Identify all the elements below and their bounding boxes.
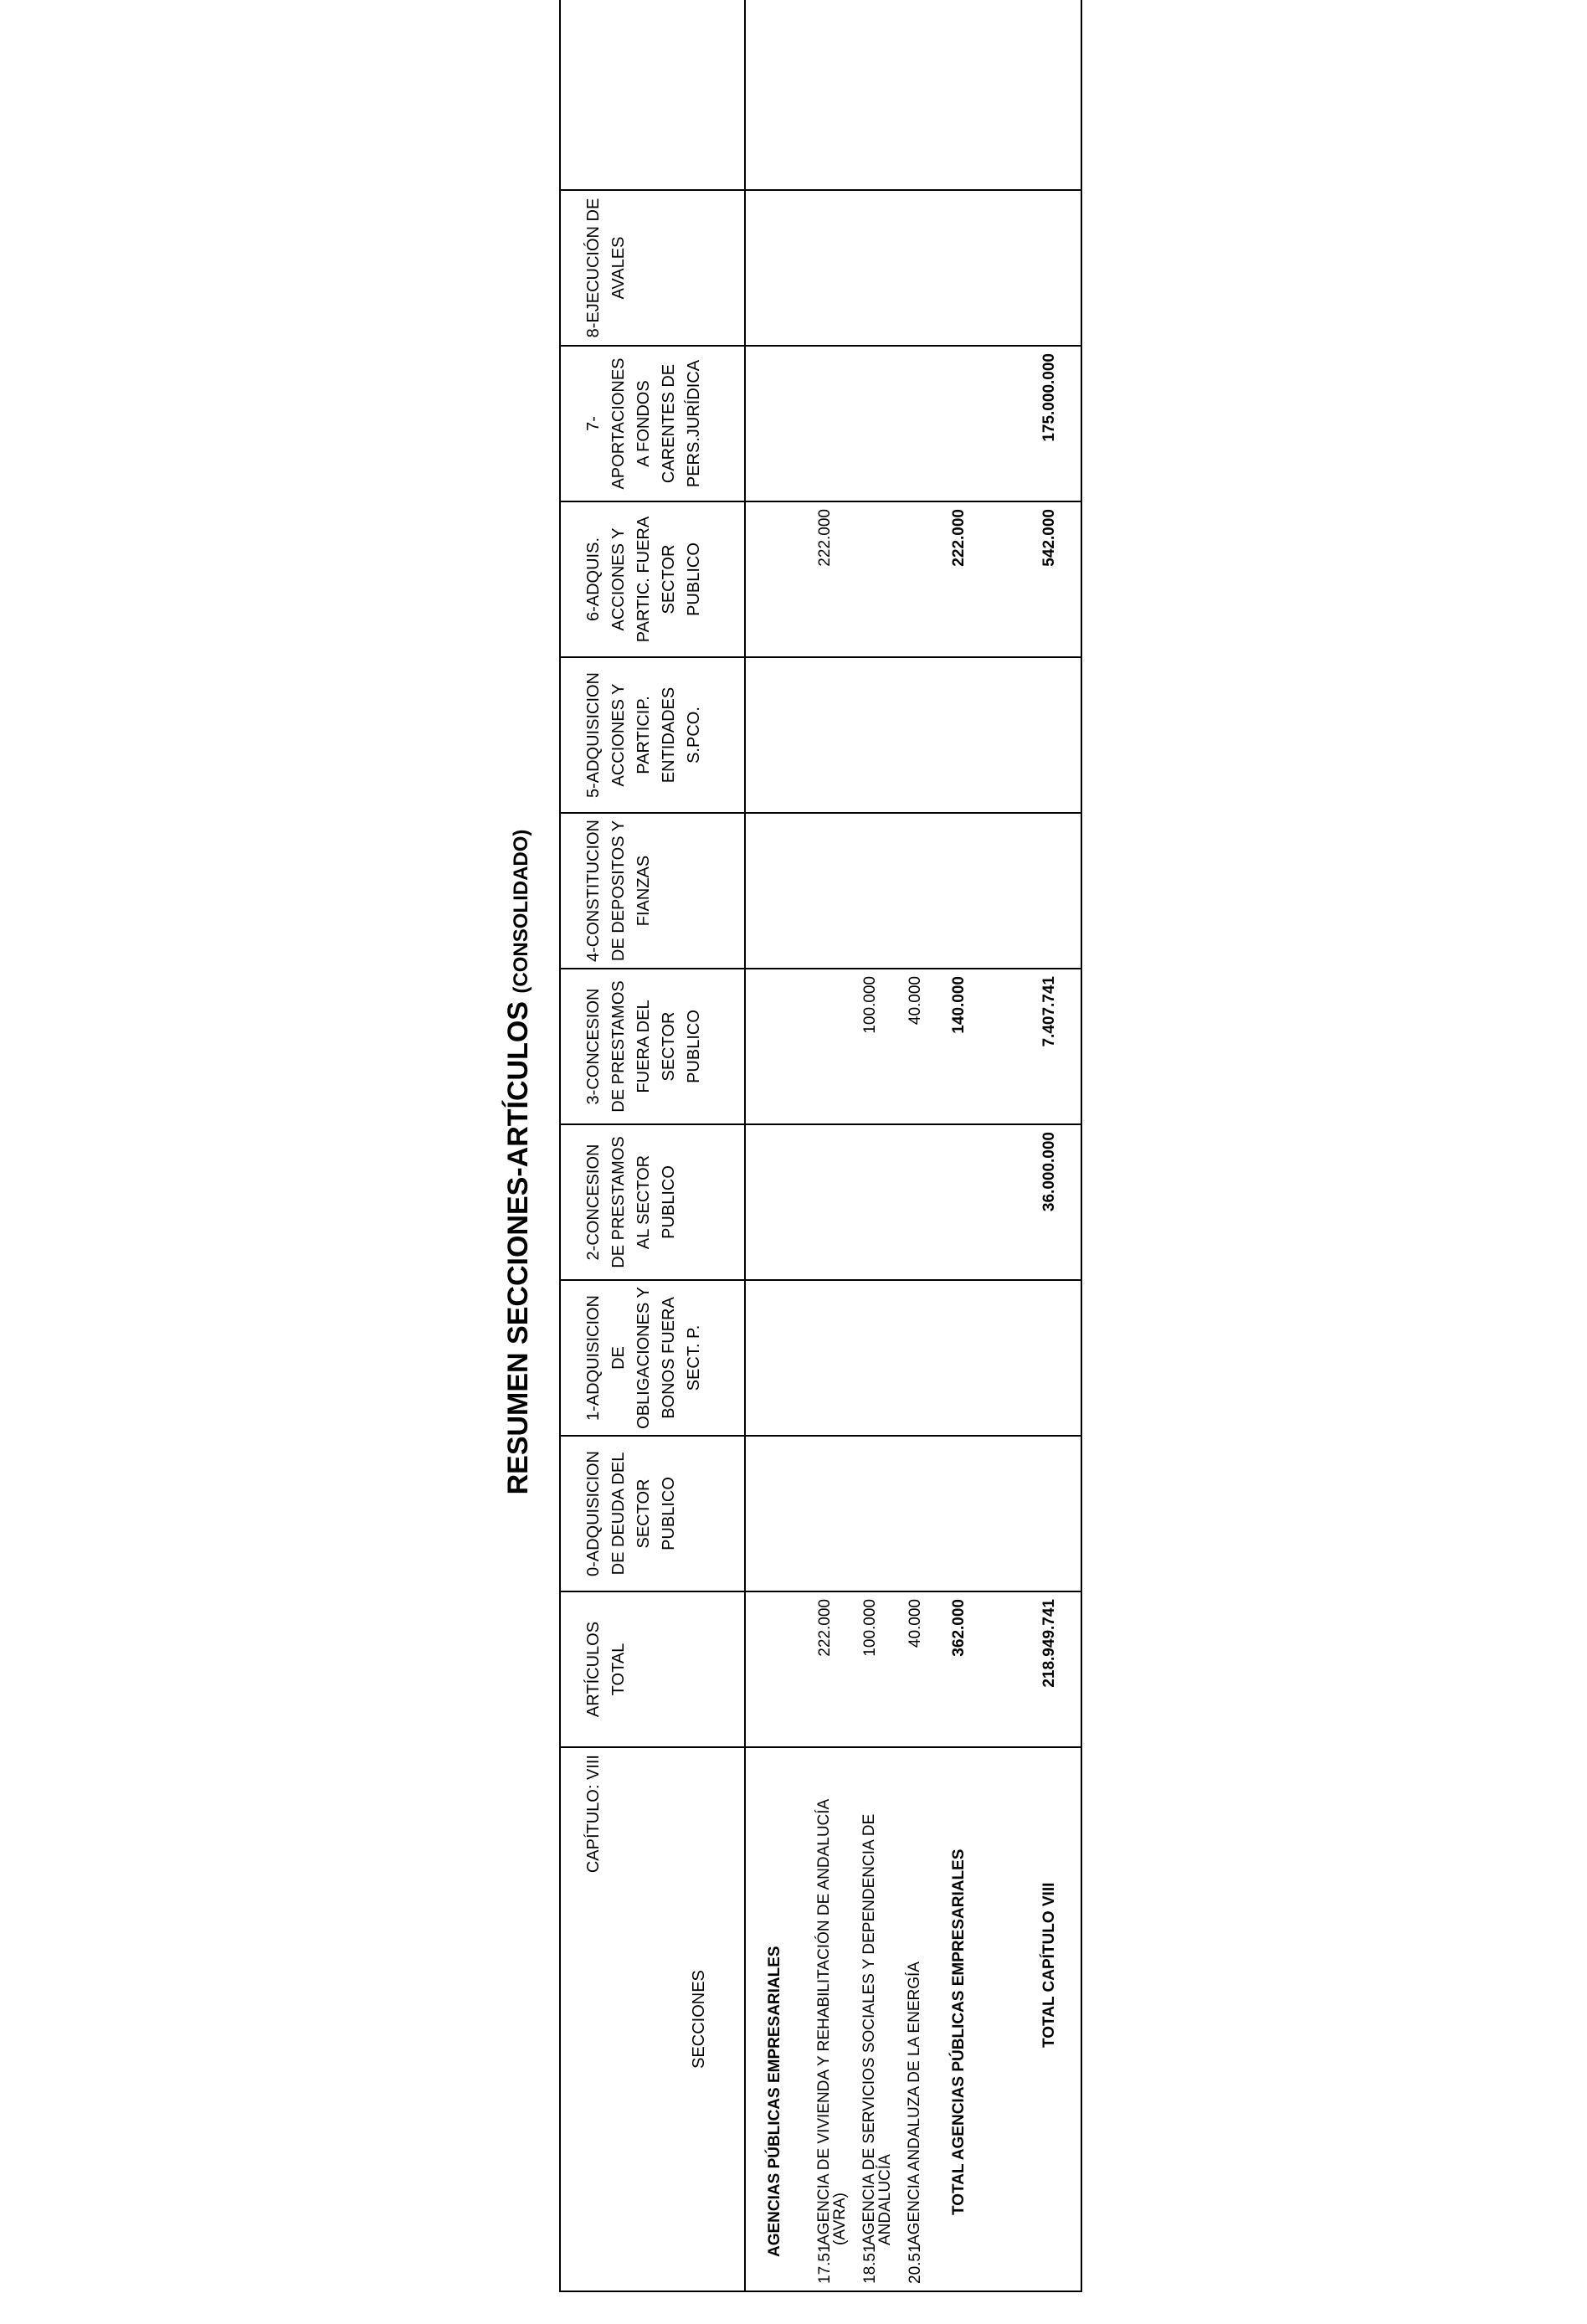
secciones-header-cell bbox=[560, 1747, 745, 2291]
total-value: 175.000.000 bbox=[1040, 353, 1058, 442]
summary-table bbox=[559, 0, 1082, 2292]
row-value: 40.000 bbox=[906, 1599, 924, 1648]
column-header: 6-ADQUIS. ACCIONES Y PARTIC. FUERA SECTOR PUBLICO bbox=[560, 501, 745, 657]
value-column-cell bbox=[745, 1280, 1081, 1436]
capitulo-label: CAPÍTULO: VIII bbox=[584, 1755, 603, 1874]
row-value: 100.000 bbox=[861, 976, 879, 1034]
row-value: 100.000 bbox=[861, 1599, 879, 1657]
row-value: 222.000 bbox=[816, 509, 834, 567]
column-header: 0-ADQUISICION DE DEUDA DEL SECTOR PUBLICO bbox=[560, 1436, 745, 1591]
total-value: 218.949.741 bbox=[1040, 1599, 1058, 1688]
column-header: 2-CONCESION DE PRESTAMOS AL SECTOR PUBLICO bbox=[560, 1124, 745, 1280]
subtotal-label: TOTAL AGENCIAS PÚBLICAS EMPRESARIALES bbox=[950, 1848, 968, 2215]
header-row bbox=[560, 0, 745, 2291]
value-column-cell bbox=[745, 1436, 1081, 1591]
column-header: 7- APORTACIONES A FONDOS CARENTES DE PERS.JURÍDICA bbox=[560, 346, 745, 501]
subtotal-value: 222.000 bbox=[950, 509, 968, 567]
row-value: 222.000 bbox=[816, 1599, 834, 1657]
row-value: 40.000 bbox=[906, 976, 924, 1026]
value-column-cell bbox=[745, 1124, 1081, 1280]
row-name: AGENCIA ANDALUZA DE LA ENERGÍA bbox=[906, 1962, 923, 2245]
subtotal-value: 140.000 bbox=[950, 976, 968, 1034]
group-title: AGENCIAS PÚBLICAS EMPRESARIALES bbox=[766, 1946, 783, 2257]
value-column-cell bbox=[745, 190, 1081, 346]
row-name: AGENCIA DE SERVICIOS SOCIALES Y DEPENDENCIA DE ANDALUCÍA bbox=[860, 1813, 894, 2245]
column-header: 3-CONCESION DE PRESTAMOS FUERA DEL SECTOR PUBLICO bbox=[560, 969, 745, 1124]
column-header: ARTÍCULOS TOTAL bbox=[560, 1591, 745, 1747]
secciones-label: SECCIONES bbox=[690, 1970, 708, 2069]
column-header: 4-CONSTITUCION DE DEPOSITOS Y FIANZAS bbox=[560, 813, 745, 969]
row-code: 20.51 bbox=[906, 2244, 924, 2284]
value-column-cell bbox=[745, 0, 1081, 190]
subtotal-value: 362.000 bbox=[950, 1599, 968, 1657]
total-value: 36.000.000 bbox=[1040, 1132, 1058, 1212]
column-header: 5-ADQUISICION ACCIONES Y PARTICIP. ENTIDADES S.PCO. bbox=[560, 657, 745, 813]
total-value: 7.407.741 bbox=[1040, 976, 1058, 1047]
title-subtitle: (CONSOLIDADO) bbox=[510, 829, 532, 994]
total-label: TOTAL CAPÍTULO VIII bbox=[1040, 1882, 1058, 2048]
body-row bbox=[745, 0, 1081, 2291]
column-header bbox=[560, 0, 745, 190]
secciones-body-cell bbox=[745, 1747, 1081, 2291]
title-text: RESUMEN SECCIONES-ARTÍCULOS bbox=[502, 1001, 534, 1495]
value-column-cell bbox=[745, 969, 1081, 1124]
row-name: AGENCIA DE VIVIENDA Y REHABILITACIÓN DE ANDALUCÍA (AVRA) bbox=[815, 1799, 849, 2245]
value-column-cell bbox=[745, 813, 1081, 969]
column-header: 8-EJECUCIÓN DE AVALES bbox=[560, 190, 745, 346]
row-code: 17.51 bbox=[816, 2244, 834, 2284]
value-column-cell bbox=[745, 346, 1081, 501]
value-column-cell bbox=[745, 501, 1081, 657]
page-title bbox=[502, 0, 535, 2324]
row-code: 18.51 bbox=[861, 2244, 879, 2284]
column-header: 1-ADQUISICION DE OBLIGACIONES Y BONOS FUERA SECT. P. bbox=[560, 1280, 745, 1436]
value-column-cell bbox=[745, 1591, 1081, 1747]
value-column-cell bbox=[745, 657, 1081, 813]
total-value: 542.000 bbox=[1040, 509, 1058, 567]
